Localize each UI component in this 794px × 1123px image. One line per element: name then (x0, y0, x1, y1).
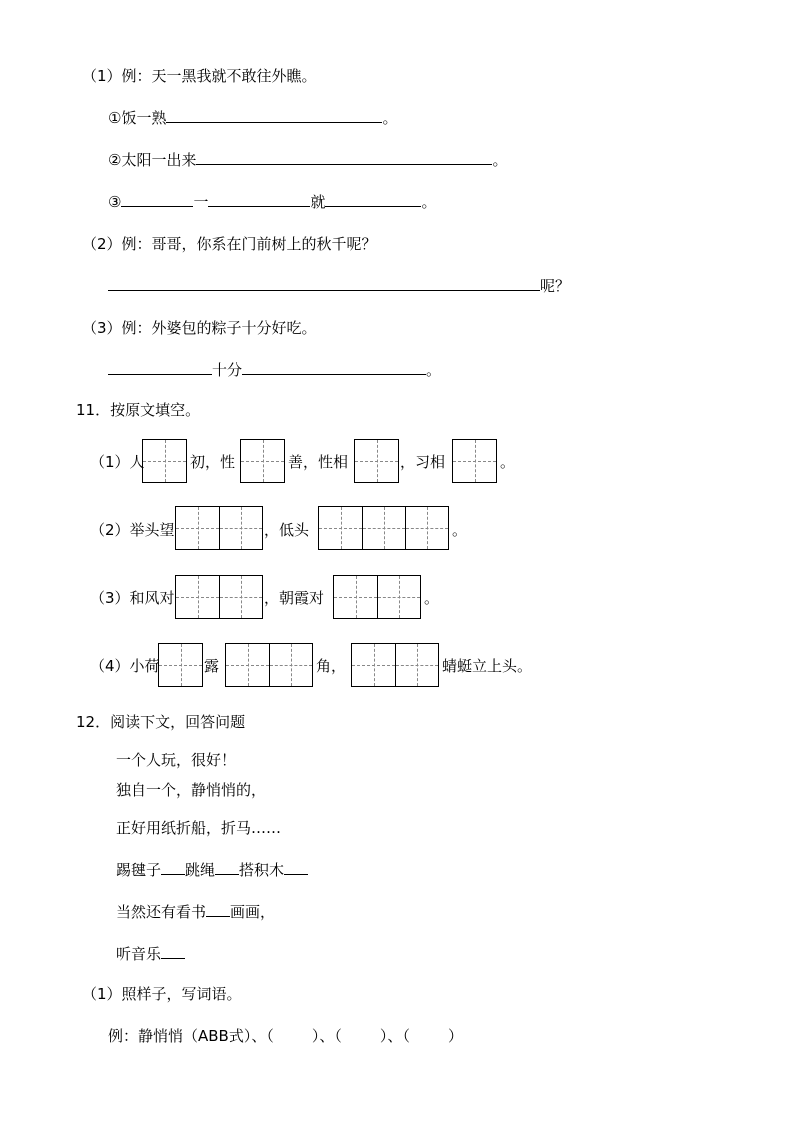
period: 。 (492, 151, 508, 169)
line-b-prefix: ②太阳一出来 (108, 151, 197, 169)
grid-cell[interactable] (226, 644, 269, 686)
word-shifen: 十分 (212, 361, 243, 379)
poem-line-1: 一个人玩，很好！ (116, 751, 237, 769)
paren-left: （ (334, 1027, 342, 1045)
punctuation-blank[interactable] (206, 902, 230, 917)
q11-r4-text1: 露 (204, 657, 220, 675)
activity-text: 听音乐 (116, 945, 162, 963)
paren-right: ） (447, 1027, 463, 1045)
line-a-prefix: ①饭一熟 (108, 109, 167, 127)
activity-text: 踢毽子 (116, 861, 162, 879)
char-grid[interactable] (175, 575, 263, 619)
paren-right: ） (379, 1027, 388, 1045)
punctuation-blank[interactable] (284, 860, 308, 875)
q11-r4-text3: 蜻蜓立上头。 (442, 657, 533, 675)
period: 。 (426, 361, 442, 379)
q11-r1-label: （1）人 (90, 453, 145, 471)
q12-title: 12．阅读下文，回答问题 (76, 713, 246, 731)
period: 。 (421, 193, 437, 211)
grid-cell[interactable] (334, 576, 377, 618)
grid-cell[interactable] (453, 440, 496, 482)
char-grid[interactable] (354, 439, 399, 483)
q12-sub1: （1）照样子，写词语。 (82, 985, 242, 1003)
char-grid[interactable] (142, 439, 187, 483)
char-grid[interactable] (351, 643, 439, 687)
grid-cell[interactable] (219, 576, 262, 618)
q10-part2-example: （2）例：哥哥，你系在门前树上的秋千呢？ (82, 235, 377, 253)
q11-r2-label: （2）举头望 (90, 521, 175, 539)
q11-r3-text1: ，朝霞对 (264, 589, 325, 607)
activity-text: 画画， (230, 903, 276, 921)
char-grid[interactable] (318, 506, 449, 550)
q11-r3-text2: 。 (424, 589, 440, 607)
q11-r4-label: （4）小荷 (90, 657, 160, 675)
word-jiu: 就 (310, 193, 326, 211)
grid-cell[interactable] (319, 507, 362, 549)
activity-text: 当然还有看书 (116, 903, 207, 921)
period: 。 (382, 109, 398, 127)
answer-blank[interactable] (196, 150, 492, 165)
grid-cell[interactable] (219, 507, 262, 549)
q12-sub1-example (108, 1026, 463, 1046)
q10-part1-example: （1）例：天一黑我就不敢往外瞧。 (82, 67, 317, 85)
q10-part3-example: （3）例：外婆包的粽子十分好吃。 (82, 319, 317, 337)
separator: 、 (387, 1027, 403, 1045)
q11-r2-text1: ，低头 (264, 521, 310, 539)
q10-part1-line-a (108, 108, 397, 128)
paren-right: ） (311, 1027, 320, 1045)
q11-title: 11．按原文填空。 (76, 401, 201, 419)
poem-line-5 (116, 902, 275, 922)
q10-part3-line (108, 360, 441, 380)
grid-cell[interactable] (352, 644, 395, 686)
grid-cell[interactable] (159, 644, 202, 686)
circled-number: ③ (108, 193, 122, 211)
separator: 、 (319, 1027, 335, 1045)
q11-r1-text3: ，习相 (400, 453, 446, 471)
paren-left: （ (266, 1027, 274, 1045)
poem-line-6 (116, 944, 185, 964)
punctuation-blank[interactable] (215, 860, 239, 875)
grid-cell[interactable] (362, 507, 405, 549)
grid-cell[interactable] (241, 440, 284, 482)
paren-left: （ (402, 1027, 410, 1045)
answer-blank[interactable] (121, 192, 193, 207)
char-grid[interactable] (240, 439, 285, 483)
q11-r1-text4: 。 (500, 453, 516, 471)
grid-cell[interactable] (405, 507, 448, 549)
punctuation-blank[interactable] (161, 944, 185, 959)
q10-part1-line-c (108, 192, 437, 212)
poem-line-2: 独自一个，静悄悄的， (116, 781, 267, 799)
q11-r2-text2: 。 (452, 521, 468, 539)
activity-text: 搭积木 (239, 861, 285, 879)
grid-cell[interactable] (377, 576, 420, 618)
grid-cell[interactable] (143, 440, 186, 482)
q11-r1-text2: 善，性相 (288, 453, 349, 471)
char-grid[interactable] (225, 643, 313, 687)
poem-line-4 (116, 860, 308, 880)
grid-cell[interactable] (176, 576, 219, 618)
answer-blank[interactable] (108, 360, 212, 375)
answer-blank[interactable] (325, 192, 421, 207)
q11-r4-text2: 角， (316, 657, 347, 675)
char-grid[interactable] (333, 575, 421, 619)
q10-part1-line-b (108, 150, 507, 170)
char-grid[interactable] (175, 506, 263, 550)
example-text: 例：静悄悄（ABB式）、 (108, 1027, 267, 1045)
answer-blank[interactable] (108, 276, 540, 291)
answer-blank[interactable] (166, 108, 382, 123)
q11-r1-text1: 初，性 (190, 453, 236, 471)
q11-r3-label: （3）和风对 (90, 589, 175, 607)
line-end: 呢？ (540, 277, 571, 295)
answer-blank[interactable] (242, 360, 426, 375)
punctuation-blank[interactable] (161, 860, 185, 875)
grid-cell[interactable] (269, 644, 312, 686)
q10-part2-line (108, 276, 570, 296)
char-grid[interactable] (452, 439, 497, 483)
grid-cell[interactable] (355, 440, 398, 482)
grid-cell[interactable] (176, 507, 219, 549)
answer-blank[interactable] (208, 192, 310, 207)
activity-text: 跳绳 (185, 861, 216, 879)
char-grid[interactable] (158, 643, 203, 687)
word-yi: 一 (193, 193, 209, 211)
poem-line-3: 正好用纸折船，折马…… (116, 819, 282, 837)
grid-cell[interactable] (395, 644, 438, 686)
